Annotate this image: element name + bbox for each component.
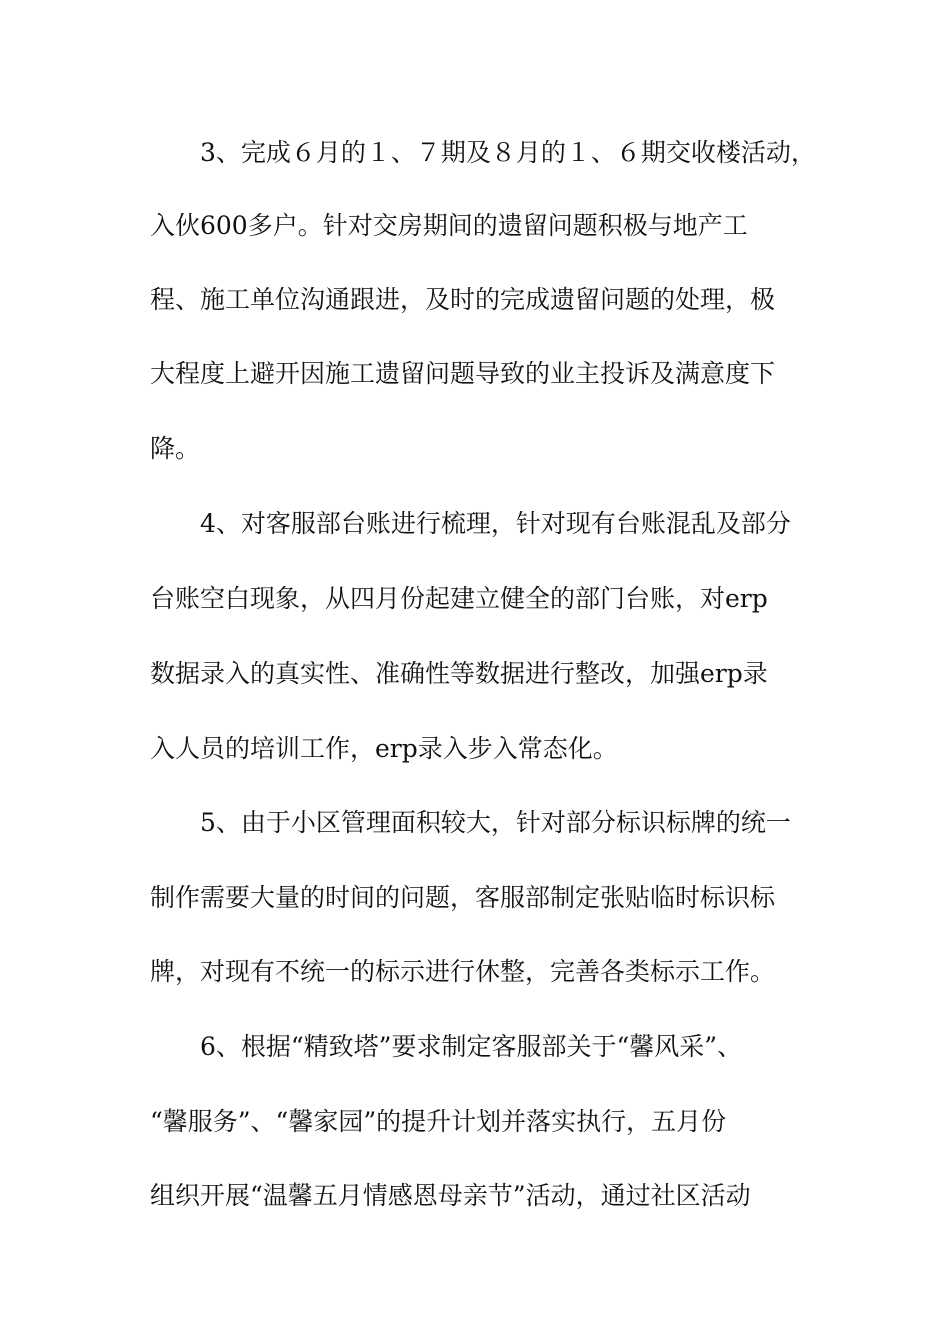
paragraph-6-line-2: “馨服务”、“馨家园”的提升计划并落实执行，五月份 — [150, 1107, 727, 1136]
paragraph-4-line-4: 入人员的培训工作，erp录入步入常态化。 — [150, 734, 618, 763]
paragraph-5-line-3: 牌，对现有不统一的标示进行休整，完善各类标示工作。 — [150, 957, 776, 986]
paragraph-5-line-2: 制作需要大量的时间的问题，客服部制定张贴临时标识标 — [150, 883, 776, 912]
paragraph-6-line-3: 组织开展“温馨五月情感恩母亲节”活动，通过社区活动 — [150, 1181, 751, 1210]
paragraph-4-line-1: 4、对客服部台账进行梳理，针对现有台账混乱及部分 — [200, 509, 791, 538]
paragraph-4-line-2: 台账空白现象，从四月份起建立健全的部门台账，对erp — [150, 584, 768, 613]
paragraph-3-line-3: 程、施工单位沟通跟进，及时的完成遗留问题的处理，极 — [150, 285, 776, 314]
paragraph-5-line-1: 5、由于小区管理面积较大，针对部分标识标牌的统一 — [200, 808, 791, 837]
paragraph-3-line-1: 3、完成６月的１、７期及８月的１、６期交收楼活动， — [200, 138, 816, 167]
paragraph-6-line-1: 6、根据“精致塔”要求制定客服部关于“馨风采”、 — [200, 1032, 743, 1061]
paragraph-3-line-2: 入伙600多户。针对交房期间的遗留问题积极与地产工 — [150, 211, 748, 240]
paragraph-3-line-4: 大程度上避开因施工遗留问题导致的业主投诉及满意度下 — [150, 359, 776, 388]
paragraph-3-line-5: 降。 — [150, 434, 201, 463]
paragraph-4-line-3: 数据录入的真实性、准确性等数据进行整改，加强erp录 — [150, 659, 768, 688]
